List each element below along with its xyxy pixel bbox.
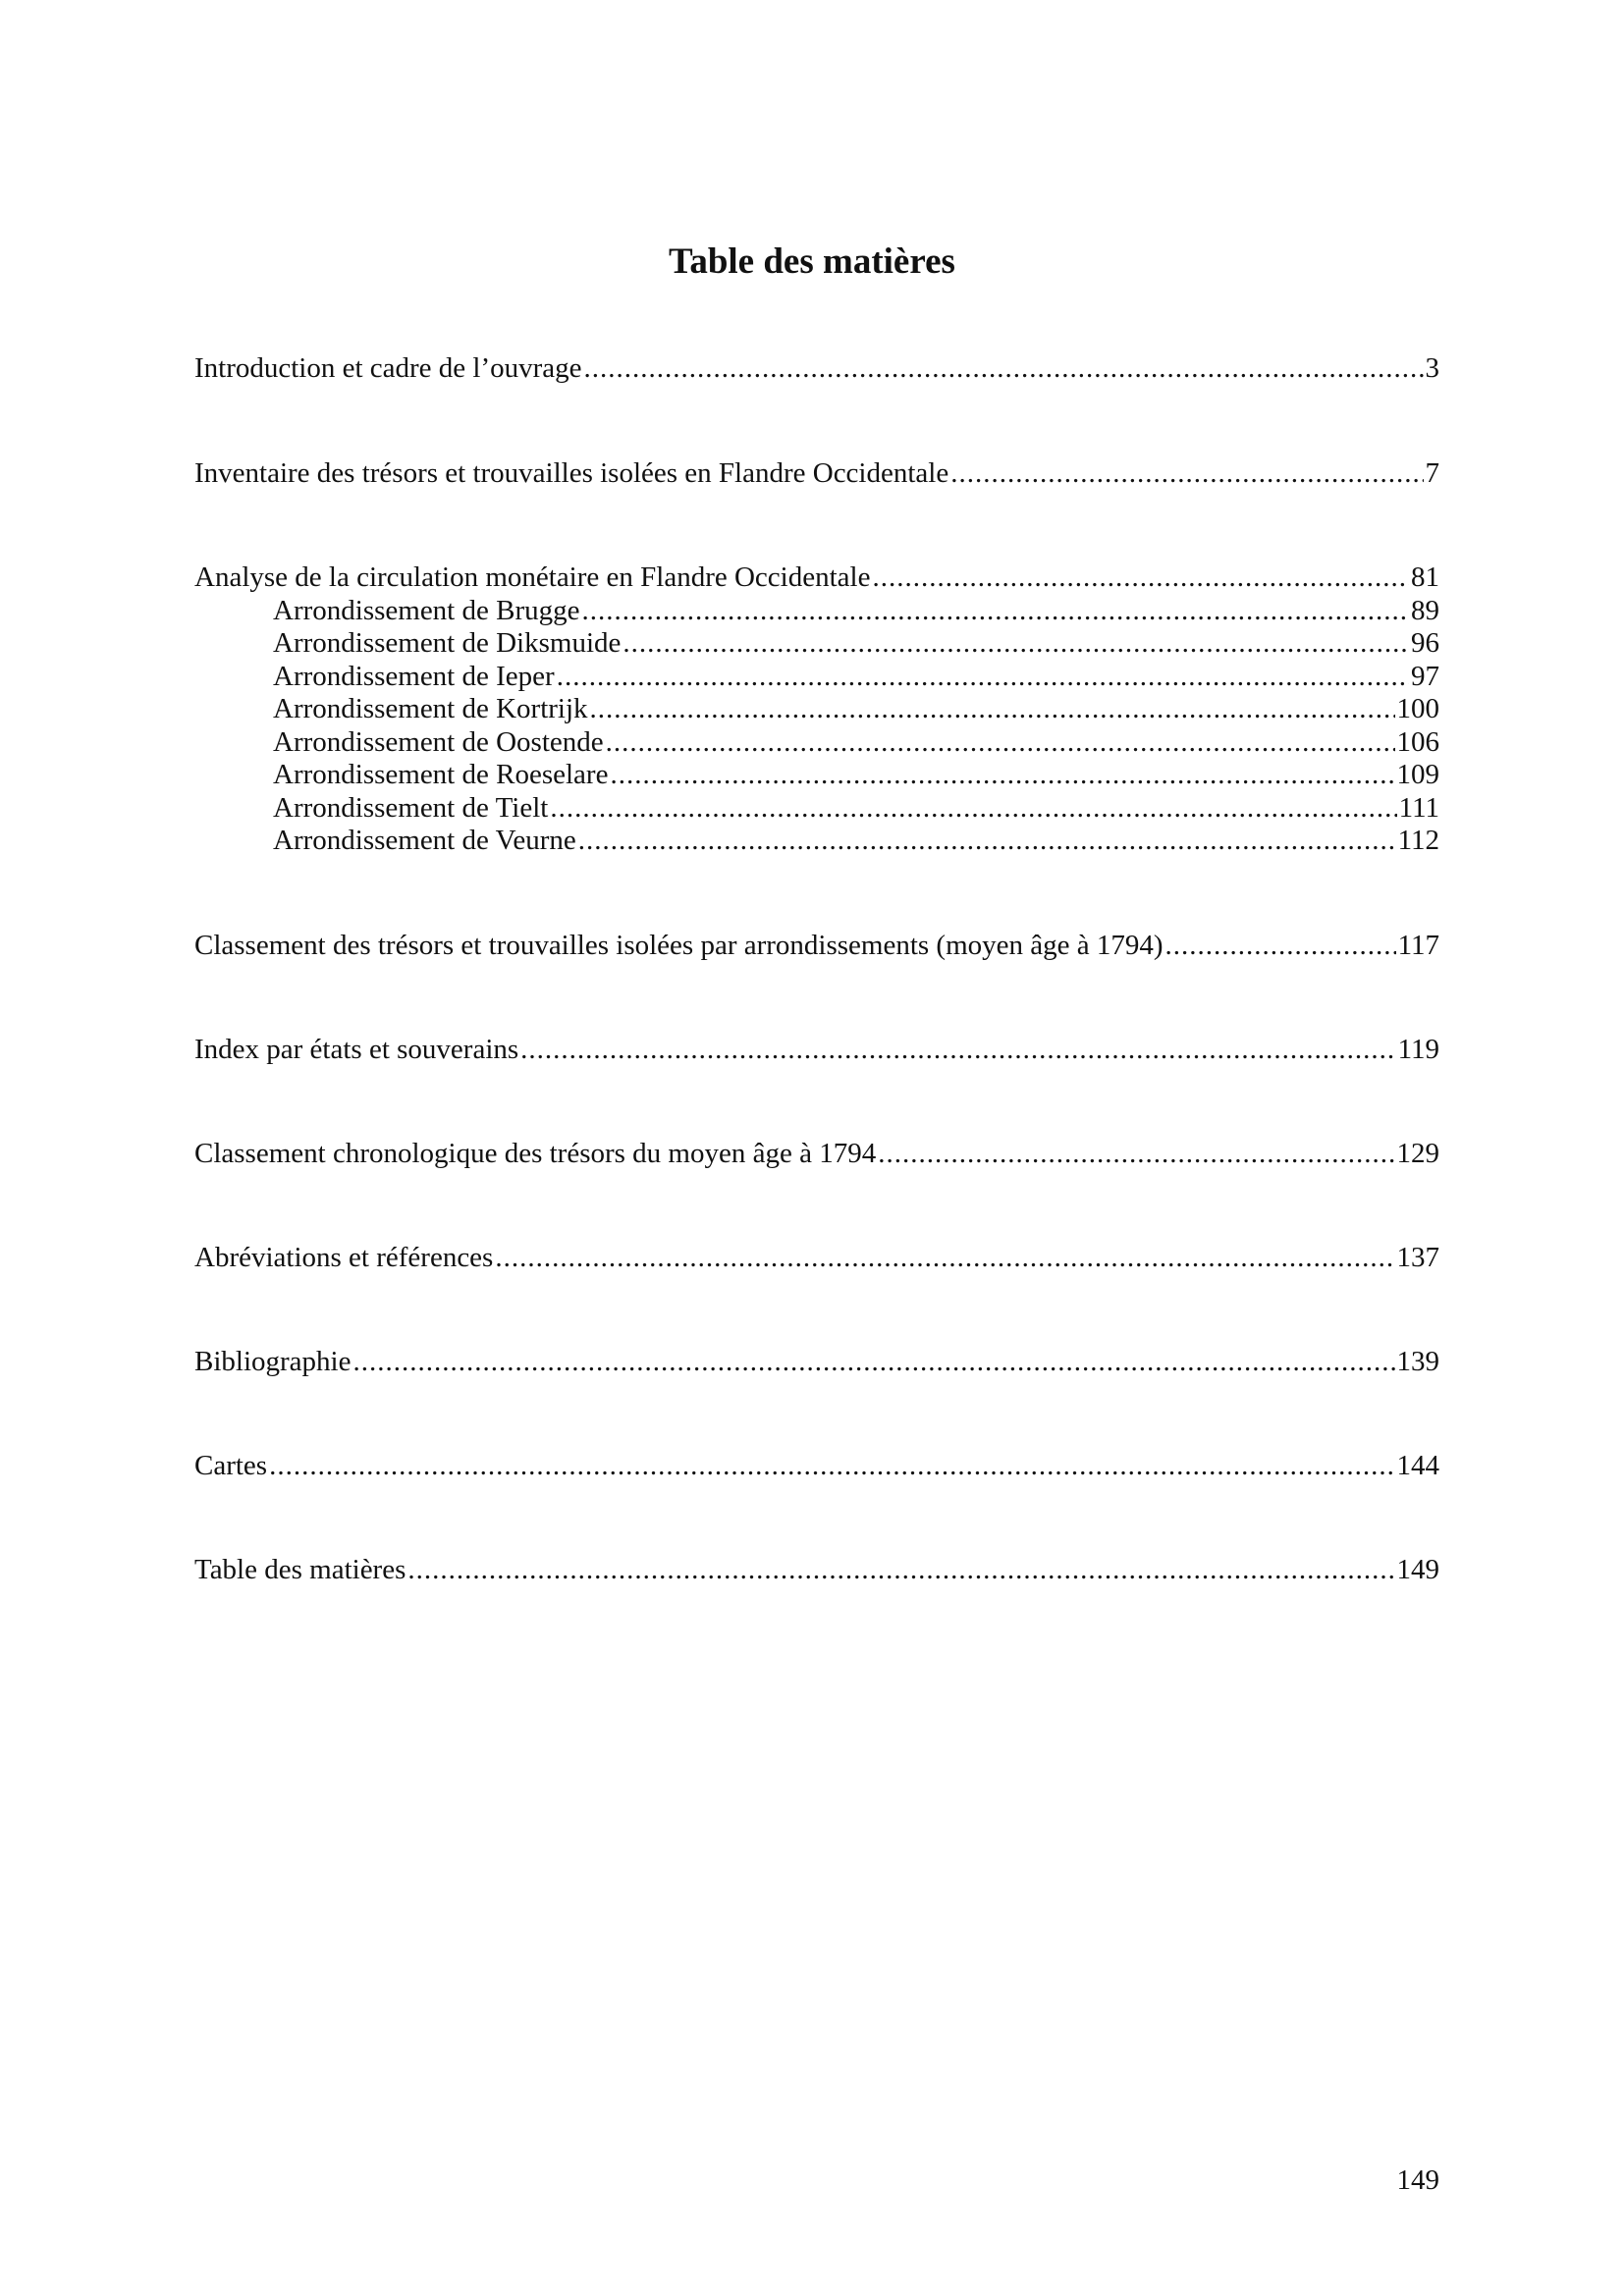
dot-leader <box>550 791 1396 825</box>
toc-entry-page: 97 <box>1411 661 1439 692</box>
toc-entry-label: Analyse de la circulation monétaire en Flandre Occidentale <box>194 561 871 593</box>
toc-entry-label: Arrondissement de Oostende <box>273 726 604 758</box>
dot-leader <box>578 824 1396 857</box>
page-number: 149 <box>1396 2164 1439 2196</box>
toc-entry-label: Arrondissement de Kortrijk <box>273 693 588 724</box>
toc-entry-cartes <box>194 1449 1439 1482</box>
toc-entry-introduction <box>194 351 1439 385</box>
toc-entry-label: Inventaire des trésors et trouvailles isolées en Flandre Occidentale <box>194 457 949 489</box>
toc-entry-page: 100 <box>1396 693 1439 724</box>
toc-entry-page: 129 <box>1396 1138 1439 1169</box>
toc-entry-page: 117 <box>1397 930 1439 961</box>
toc-entry-page: 109 <box>1396 759 1439 790</box>
dot-leader <box>950 456 1423 490</box>
toc-entry-page: 89 <box>1411 595 1439 626</box>
toc-entry-classement-arrondissements <box>194 929 1439 962</box>
toc-entry-analyse <box>194 561 1439 594</box>
dot-leader <box>495 1241 1394 1274</box>
toc-entry-label: Abréviations et références <box>194 1242 494 1273</box>
toc-entry-table-des-matieres <box>194 1553 1439 1586</box>
toc-entry-page: 7 <box>1425 457 1439 489</box>
dot-leader <box>1165 929 1396 962</box>
dot-leader <box>520 1033 1395 1066</box>
toc-subentry-diksmuide <box>273 626 1439 660</box>
toc-entry-page: 137 <box>1396 1242 1439 1273</box>
dot-leader <box>584 351 1424 385</box>
dot-leader <box>872 561 1409 594</box>
dot-leader <box>590 692 1395 725</box>
toc-entry-label: Arrondissement de Tielt <box>273 792 549 824</box>
toc-entry-page: 139 <box>1396 1346 1439 1377</box>
toc-entry-page: 111 <box>1398 792 1439 824</box>
toc-entry-page: 119 <box>1397 1034 1439 1065</box>
dot-leader <box>878 1137 1394 1170</box>
toc-entry-page: 106 <box>1396 726 1439 758</box>
toc-entry-classement-chronologique <box>194 1137 1439 1170</box>
dot-leader <box>407 1553 1394 1586</box>
dot-leader <box>582 594 1410 627</box>
dot-leader <box>623 626 1409 660</box>
toc-entry-label: Arrondissement de Ieper <box>273 661 555 692</box>
toc-subentry-roeselare <box>273 758 1439 791</box>
toc-entry-label: Introduction et cadre de l’ouvrage <box>194 352 582 384</box>
toc-entry-label: Arrondissement de Veurne <box>273 825 576 856</box>
toc-entry-page: 3 <box>1425 352 1439 384</box>
toc-entry-label: Bibliographie <box>194 1346 352 1377</box>
toc-subentry-tielt <box>273 791 1439 825</box>
toc-entry-page: 112 <box>1397 825 1439 856</box>
toc-entry-page: 96 <box>1411 627 1439 659</box>
toc-subentry-ieper <box>273 660 1439 693</box>
toc-entry-label: Cartes <box>194 1450 268 1481</box>
dot-leader <box>557 660 1409 693</box>
toc-entry-label: Arrondissement de Brugge <box>273 595 580 626</box>
toc-entry-index <box>194 1033 1439 1066</box>
toc-entry-page: 149 <box>1396 1554 1439 1585</box>
toc-entry-label: Arrondissement de Roeselare <box>273 759 609 790</box>
toc-entry-label: Classement des trésors et trouvailles isolées par arrondissements (moyen âge à 1794) <box>194 930 1164 961</box>
toc-subentry-oostende <box>273 725 1439 759</box>
toc-entry-page: 81 <box>1411 561 1439 593</box>
toc-entry-inventaire <box>194 456 1439 490</box>
toc-subentry-veurne <box>273 824 1439 857</box>
page-title: Table des matières <box>669 241 955 282</box>
toc-subentry-kortrijk <box>273 692 1439 725</box>
toc-entry-bibliographie <box>194 1345 1439 1378</box>
toc-entry-label: Classement chronologique des trésors du moyen âge à 1794 <box>194 1138 877 1169</box>
dot-leader <box>606 725 1395 759</box>
dot-leader <box>610 758 1394 791</box>
toc-entry-abreviations <box>194 1241 1439 1274</box>
toc-subentry-brugge <box>273 594 1439 627</box>
toc-entry-label: Arrondissement de Diksmuide <box>273 627 622 659</box>
dot-leader <box>269 1449 1394 1482</box>
toc-entry-page: 144 <box>1396 1450 1439 1481</box>
toc-entry-label: Index par états et souverains <box>194 1034 519 1065</box>
dot-leader <box>352 1345 1394 1378</box>
toc-entry-label: Table des matières <box>194 1554 406 1585</box>
